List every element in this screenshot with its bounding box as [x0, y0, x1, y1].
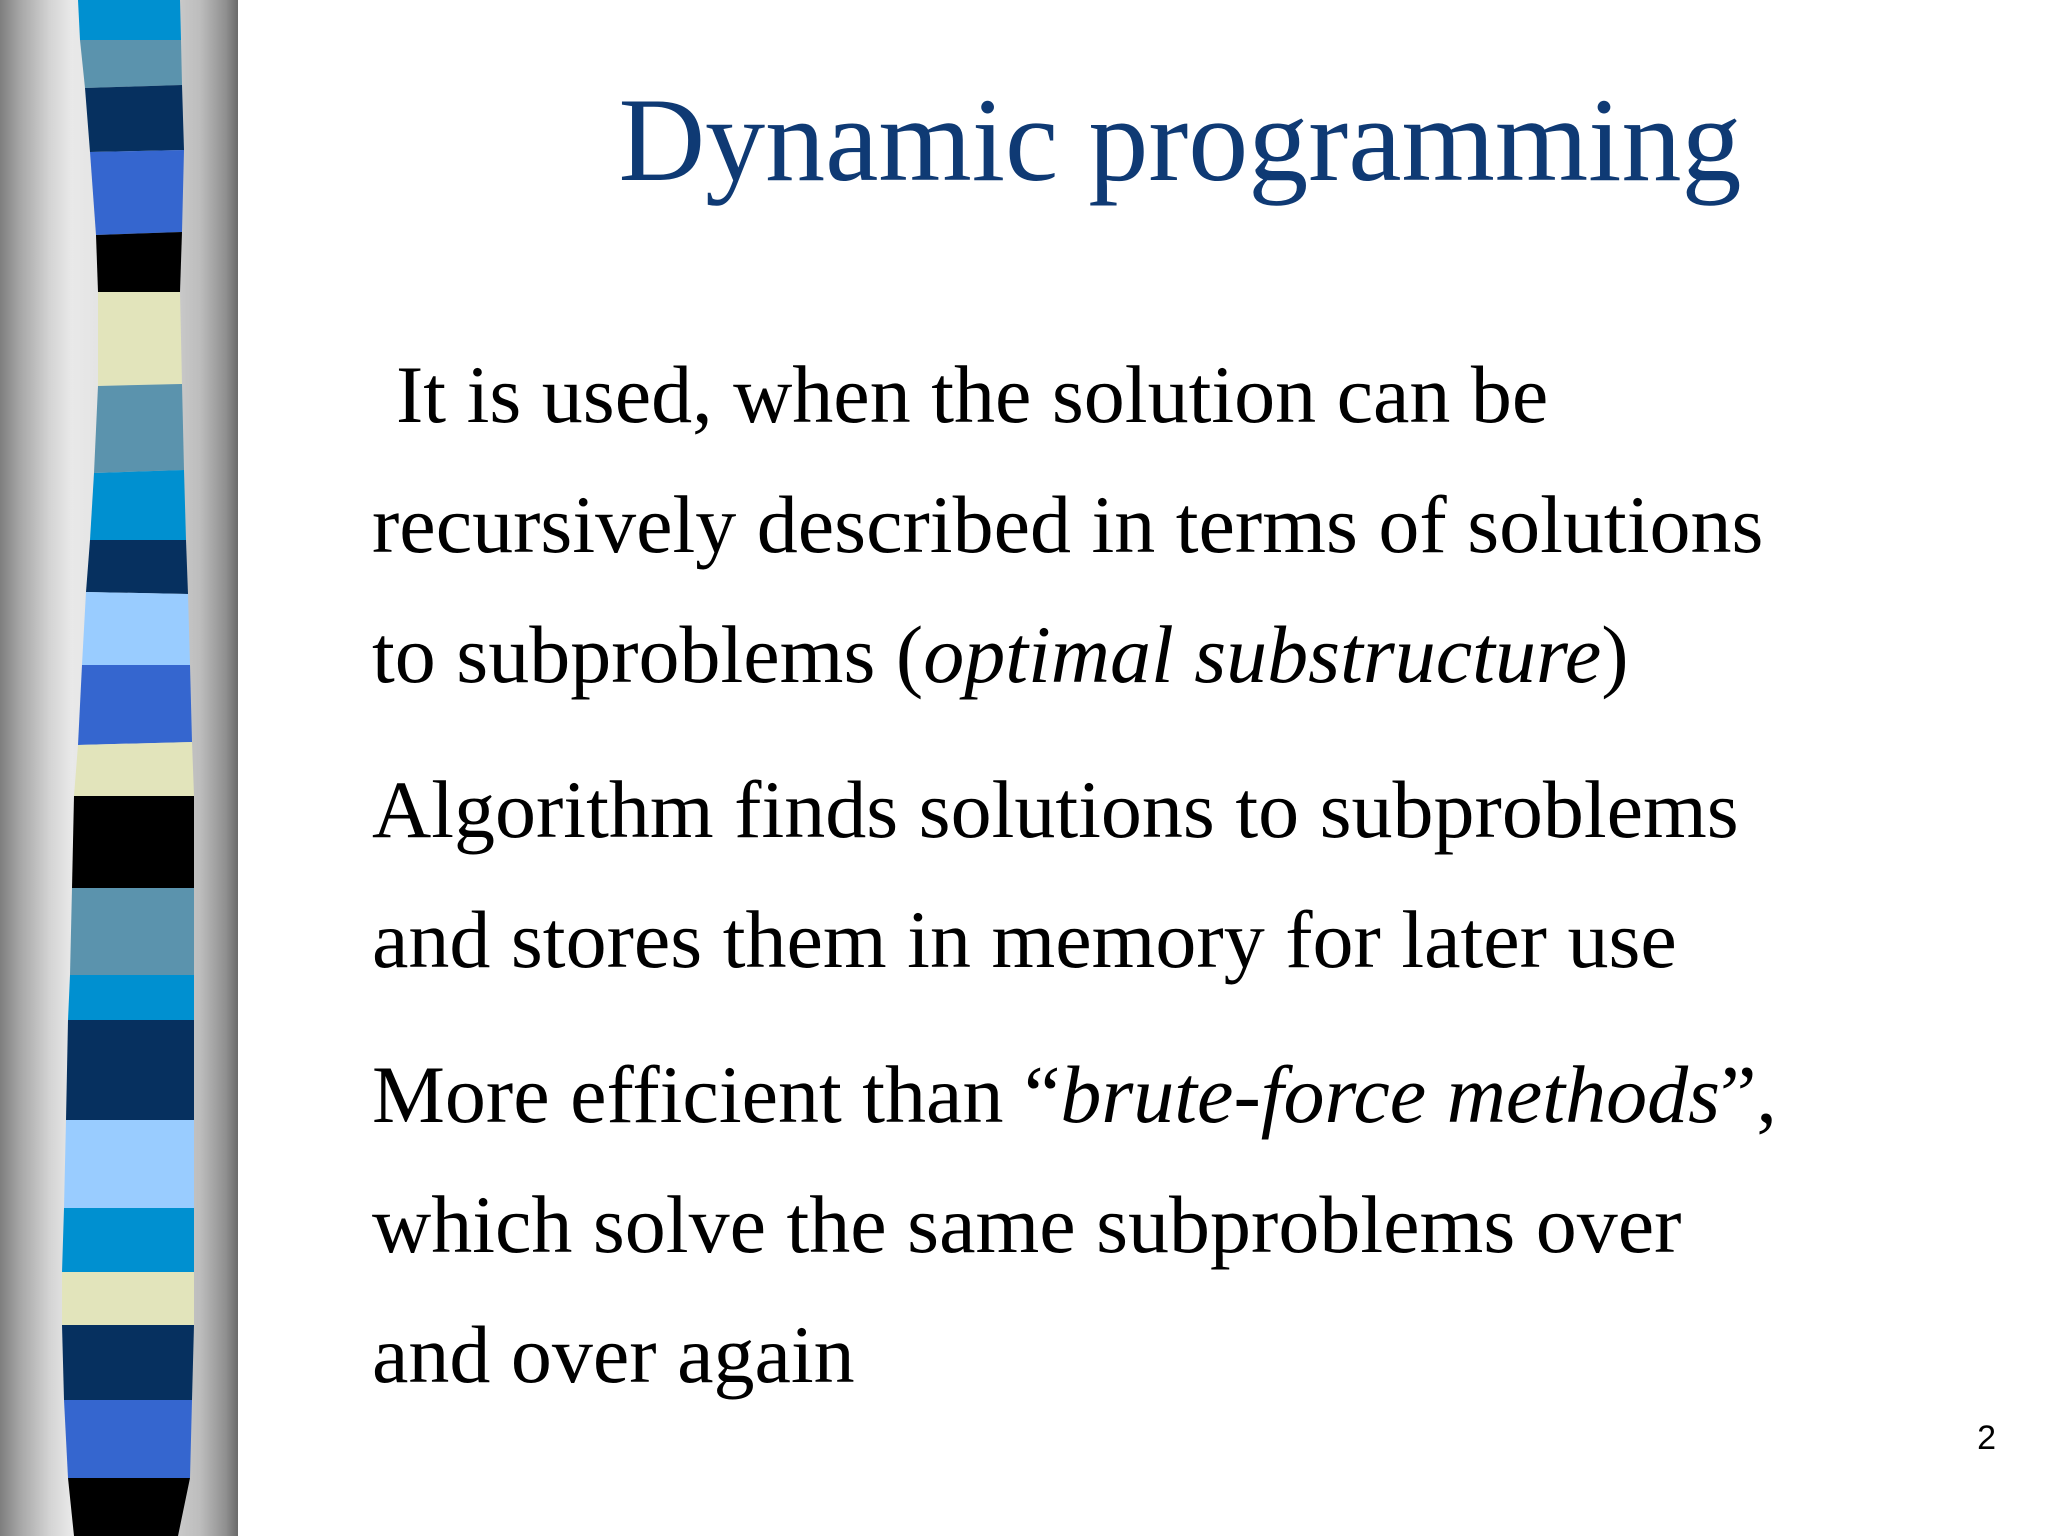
paragraph-2-line-1: Algorithm finds solutions to subproblems: [372, 764, 1739, 855]
paragraph-2-line-2: and stores them in memory for later use: [372, 894, 1677, 985]
paragraph-3-line-1: [372, 1030, 2012, 1160]
decorative-side-bar: [0, 0, 238, 1536]
page-number: 2: [1977, 1419, 1996, 1457]
paragraph-1-line-2: recursively described in terms of solutions: [372, 479, 1764, 570]
paragraph-1-line-3: [372, 590, 2012, 720]
paragraph-2: [372, 745, 2012, 1005]
optimal-substructure-term: optimal substructure: [923, 609, 1602, 700]
paragraph-1-line-1: It is used, when the solution can be: [396, 349, 1549, 440]
slide-body: [372, 330, 2012, 1420]
paragraph-3-line-1-end: ”,: [1720, 1049, 1777, 1140]
paragraph-1-line-3-start: to subproblems (: [372, 609, 924, 700]
paragraph-3: [372, 1030, 2012, 1420]
paragraph-3-line-1-start: More efficient than “: [372, 1049, 1061, 1140]
decorative-stripes: [0, 0, 238, 1536]
paragraph-3-line-2: which solve the same subproblems over: [372, 1179, 1682, 1270]
paragraph-1-line-3-end: ): [1601, 609, 1629, 700]
paragraph-1: [372, 330, 2012, 720]
brute-force-methods-term: brute-force methods: [1060, 1049, 1721, 1140]
paragraph-3-line-3: and over again: [372, 1309, 855, 1400]
slide-title: Dynamic programming: [618, 73, 1742, 206]
